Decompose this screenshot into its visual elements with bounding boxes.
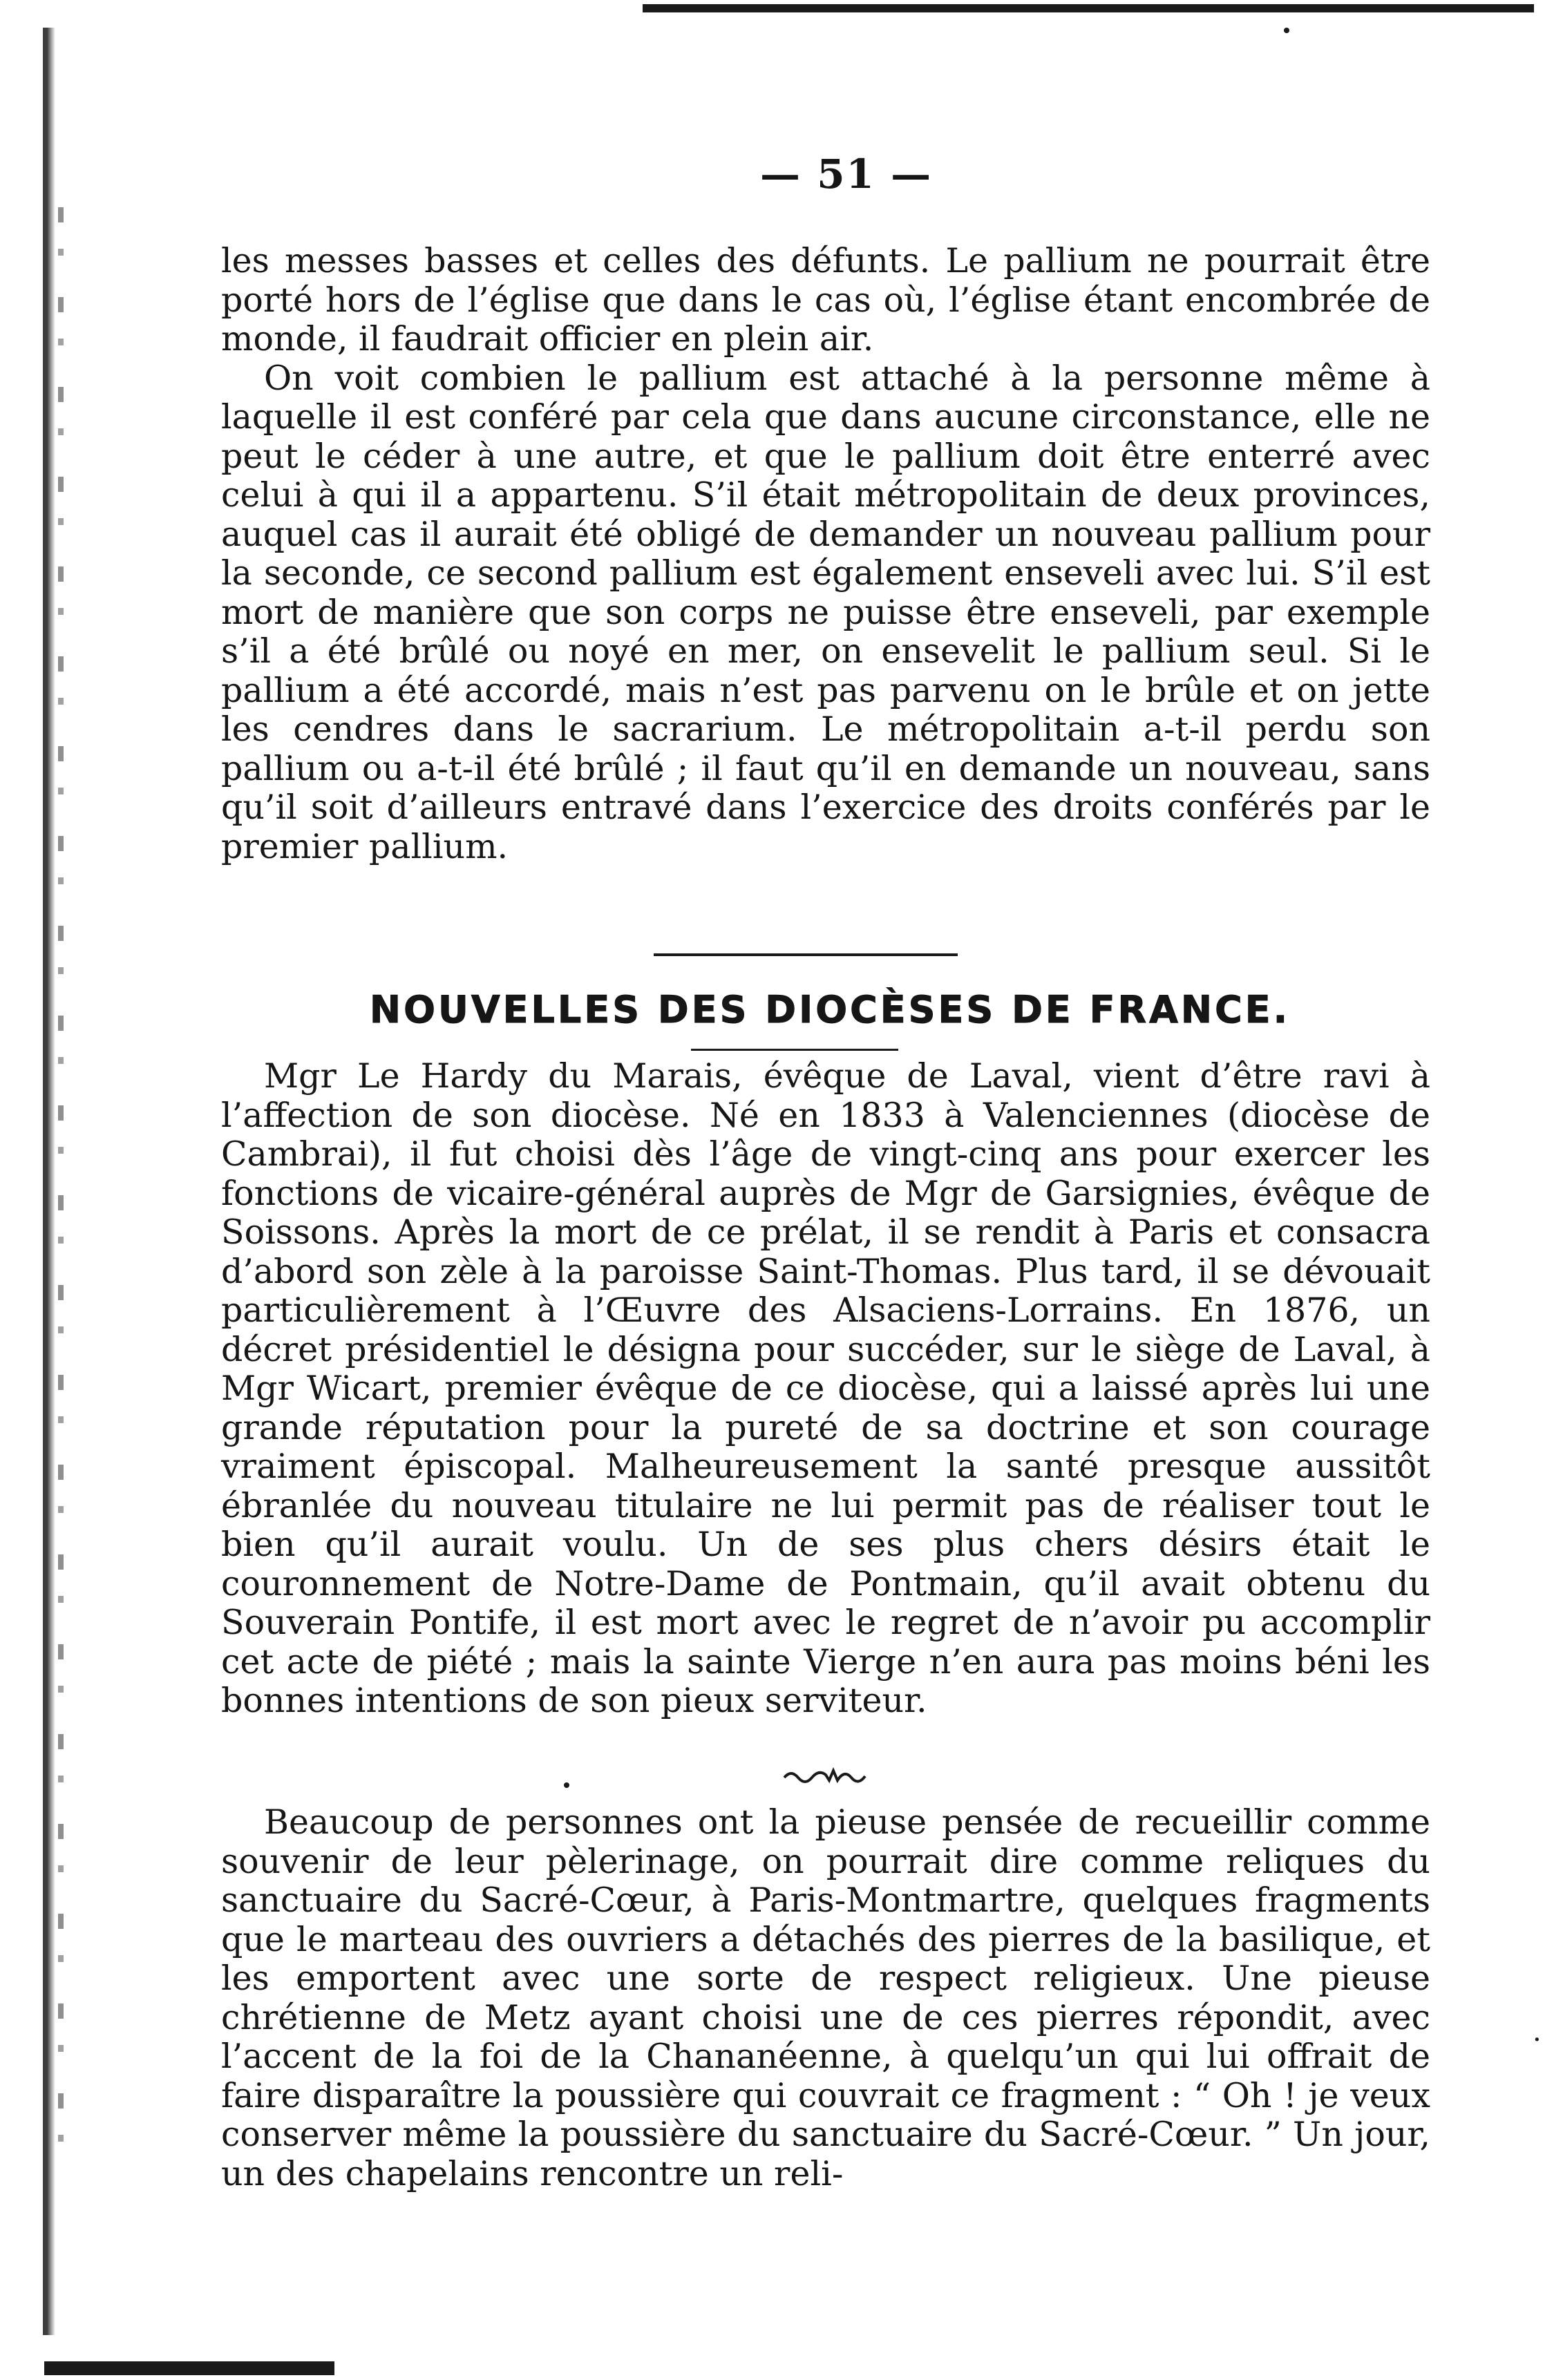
paragraph-news: Mgr Le Hardy du Marais, évêque de Laval, vient d’être ravi à l’affection de son diocèse. Né en 1833 à Valenciennes (diocèse de Cambrai), il fut choisi dès l’âge de vingt-cinq ans pour exercer les fonctions de vicaire-général auprès de Mgr de Garsignies, évêque de Soissons. Après la mort de ce prélat, il se rendit à Paris et consacra d’abord son zèle à la paroisse Saint-Thomas. Plus tard, il se dévouait particulièrement à l’Œuvre des Alsaciens-Lorrains. En 1876, un décret présidentiel le désigna pour succéder, sur le siège de Laval, à Mgr Wicart, premier évêque de ce diocèse, qui a laissé après lui une grande réputation pour la pureté de sa doctrine et son courage vraiment épiscopal. Malheureusement la santé presque aussitôt ébranlée du nouveau titulaire ne lui permit pas de réaliser tout le bien qu’il aurait voulu. Un de ses plus chers désirs était le couronnement de Notre-Dame de Pontmain, qu’il avait obtenu du Souverain Pontife, il est mort avec le regret de n’avoir pu accomplir cet acte de piété ; mais la sainte Vierge n’en aura pas moins béni les bonnes intentions de son pieux serviteur. bbox=[221, 1056, 1430, 1720]
text-block-top bbox=[221, 242, 1430, 866]
text-block-news bbox=[221, 1057, 1430, 1721]
binding-edge bbox=[43, 28, 55, 2335]
scan-speck bbox=[564, 1782, 569, 1788]
scan-speck bbox=[1284, 28, 1289, 33]
paragraph-pallium-1: les messes basses et celles des défunts. Le pallium ne pourrait être porté hors de l’église que dans le cas où, l’église étant encombrée de monde, il faudrait officier en plein air. bbox=[221, 241, 1430, 359]
heading-underline bbox=[691, 1049, 898, 1051]
top-scan-rule bbox=[643, 4, 1534, 12]
margin-mark: · bbox=[1533, 2024, 1542, 2056]
page-number: — 51 — bbox=[760, 151, 933, 198]
text-block-bottom bbox=[221, 1803, 1430, 2193]
bottom-scan-bar bbox=[44, 2361, 334, 2375]
binding-edge-marks bbox=[58, 207, 64, 2142]
paragraph-relics: Beaucoup de personnes ont la pieuse pensée de recueillir comme souvenir de leur pèlerinage, on pourrait dire comme reliques du sanctuaire du Sacré-Cœur, à Paris-Montmartre, quelques fragments que le marteau des ouvriers a détachés des pierres de la basilique, et les emportent avec une sorte de respect religieux. Une pieuse chrétienne de Metz ayant choisi une de ces pierres répondit, avec l’accent de la foi de la Chananéenne, à quelqu’un qui lui offrait de faire disparaître la poussière qui couvrait ce fragment : “ Oh ! je veux conserver même la poussière du sanctuaire du Sacré-Cœur. ” Un jour, un des chapelains rencontre un reli- bbox=[221, 1802, 1430, 2193]
section-divider bbox=[654, 953, 958, 956]
paragraph-pallium-2: On voit combien le pallium est attaché à la personne même à laquelle il est conféré par cela que dans aucune circonstance, elle ne peut le céder à une autre, et que le pallium doit être enterré avec celui à qui il a appartenu. S’il était métropolitain de deux provinces, auquel cas il aurait été obligé de demander un nouveau pallium pour la seconde, ce second pallium est également enseveli avec lui. S’il est mort de manière que son corps ne puisse être enseveli, par exemple s’il a été brûlé ou noyé en mer, on ensevelit le pallium seul. Si le pallium a été accordé, mais n’est pas parvenu on le brûle et on jette les cendres dans le sacrarium. Le métropolitain a-t-il perdu son pallium ou a-t-il été brûlé ; il faut qu’il en demande un nouveau, sans qu’il soit d’ailleurs entravé dans l’exercice des droits conférés par le premier pallium. bbox=[221, 358, 1430, 866]
ornament-divider bbox=[781, 1765, 871, 1786]
section-heading: NOUVELLES DES DIOCÈSES DE FRANCE. bbox=[369, 988, 1291, 1031]
